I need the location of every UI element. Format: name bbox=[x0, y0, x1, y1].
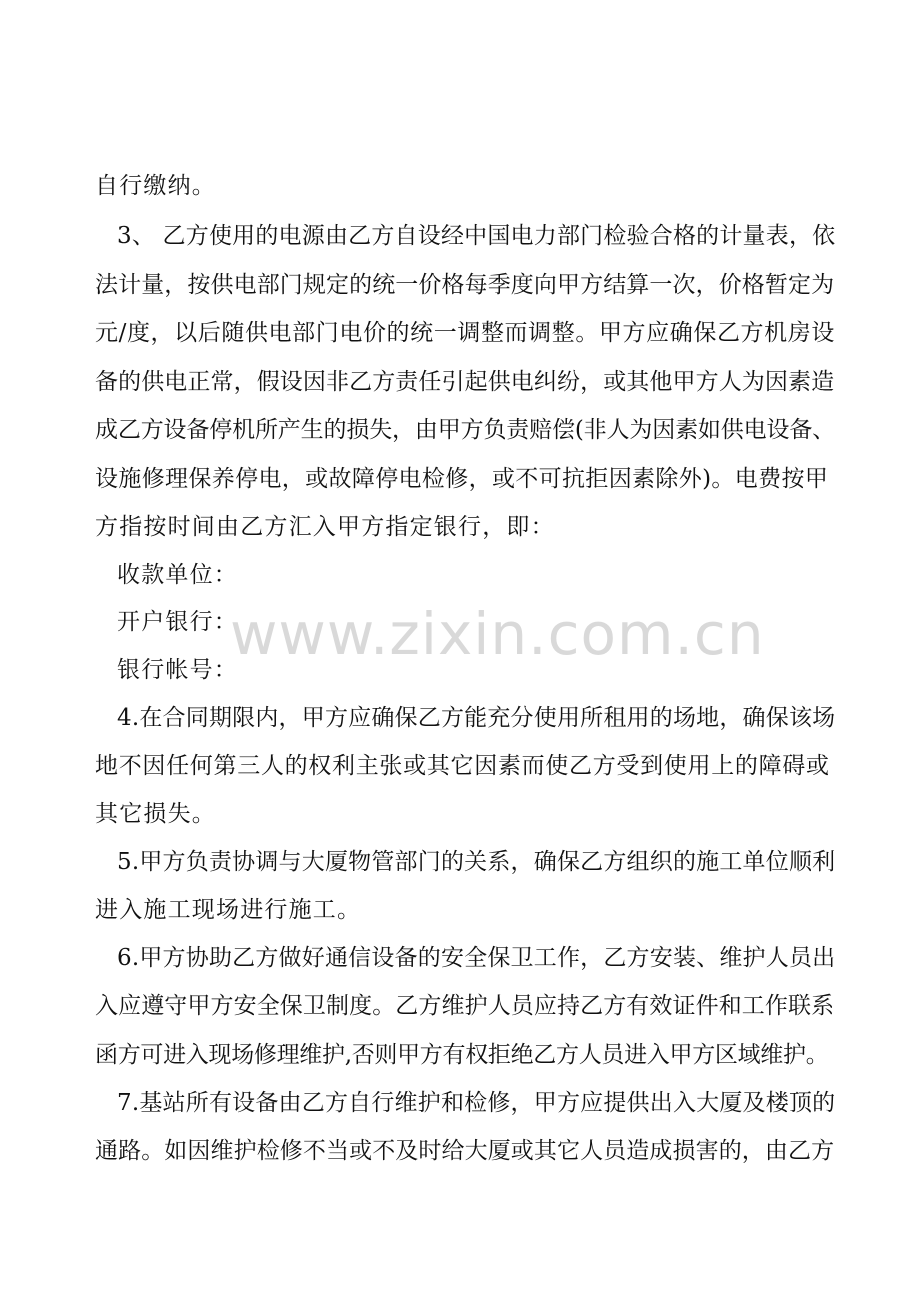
bank-label: 开户银行： bbox=[117, 609, 238, 635]
text-line: 通路。如因维护检修不当或不及时给大厦或其它人员造成损害的，由乙方 bbox=[95, 1138, 835, 1164]
text-line: 4.在合同期限内，甲方应确保乙方能充分使用所租用的场地，确保该场 bbox=[117, 705, 836, 731]
text-line: 6.甲方协助乙方做好通信设备的安全保卫工作，乙方安装、维护人员出 bbox=[117, 945, 836, 971]
text-line: 设施修理保养停电，或故障停电检修，或不可抗拒因素除外)。电费按甲 bbox=[95, 466, 829, 492]
text-line: 自行缴纳。 bbox=[95, 173, 216, 199]
text-line: 3、 乙方使用的电源由乙方自设经中国电力部门检验合格的计量表，依 bbox=[117, 223, 836, 249]
text-line: 备的供电正常，假设因非乙方责任引起供电纠纷，或其他甲方人为因素造 bbox=[95, 369, 835, 395]
text-line: 函方可进入现场修理维护,否则甲方有权拒绝乙方人员进入甲方区域维护。 bbox=[95, 1042, 829, 1068]
watermark: www.zixin.com.cn bbox=[230, 600, 765, 668]
text-line: 5.甲方负责协调与大厦物管部门的关系，确保乙方组织的施工单位顺利 bbox=[117, 849, 836, 875]
text-line: 7.基站所有设备由乙方自行维护和检修，甲方应提供出入大厦及楼顶的 bbox=[117, 1090, 836, 1116]
text-line: 地不因任何第三人的权利主张或其它因素而使乙方受到使用上的障碍或 bbox=[95, 753, 830, 779]
text-line: 入应遵守甲方安全保卫制度。乙方维护人员应持乙方有效证件和工作联系 bbox=[95, 993, 835, 1019]
account-label: 银行帐号： bbox=[117, 657, 238, 683]
text-line: 其它损失。 bbox=[95, 801, 216, 827]
payee-label: 收款单位： bbox=[117, 562, 238, 588]
text-line: 方指按时间由乙方汇入甲方指定银行，即： bbox=[95, 514, 555, 540]
text-line: 进入施工现场进行施工。 bbox=[95, 897, 362, 923]
text-line: 法计量，按供电部门规定的统一价格每季度向甲方结算一次，价格暂定为 bbox=[95, 272, 835, 298]
text-line: 成乙方设备停机所产生的损失，由甲方负责赔偿(非人为因素如供电设备、 bbox=[95, 417, 836, 443]
text-line: 元/度，以后随供电部门电价的统一调整而调整。甲方应确保乙方机房设 bbox=[95, 320, 835, 346]
